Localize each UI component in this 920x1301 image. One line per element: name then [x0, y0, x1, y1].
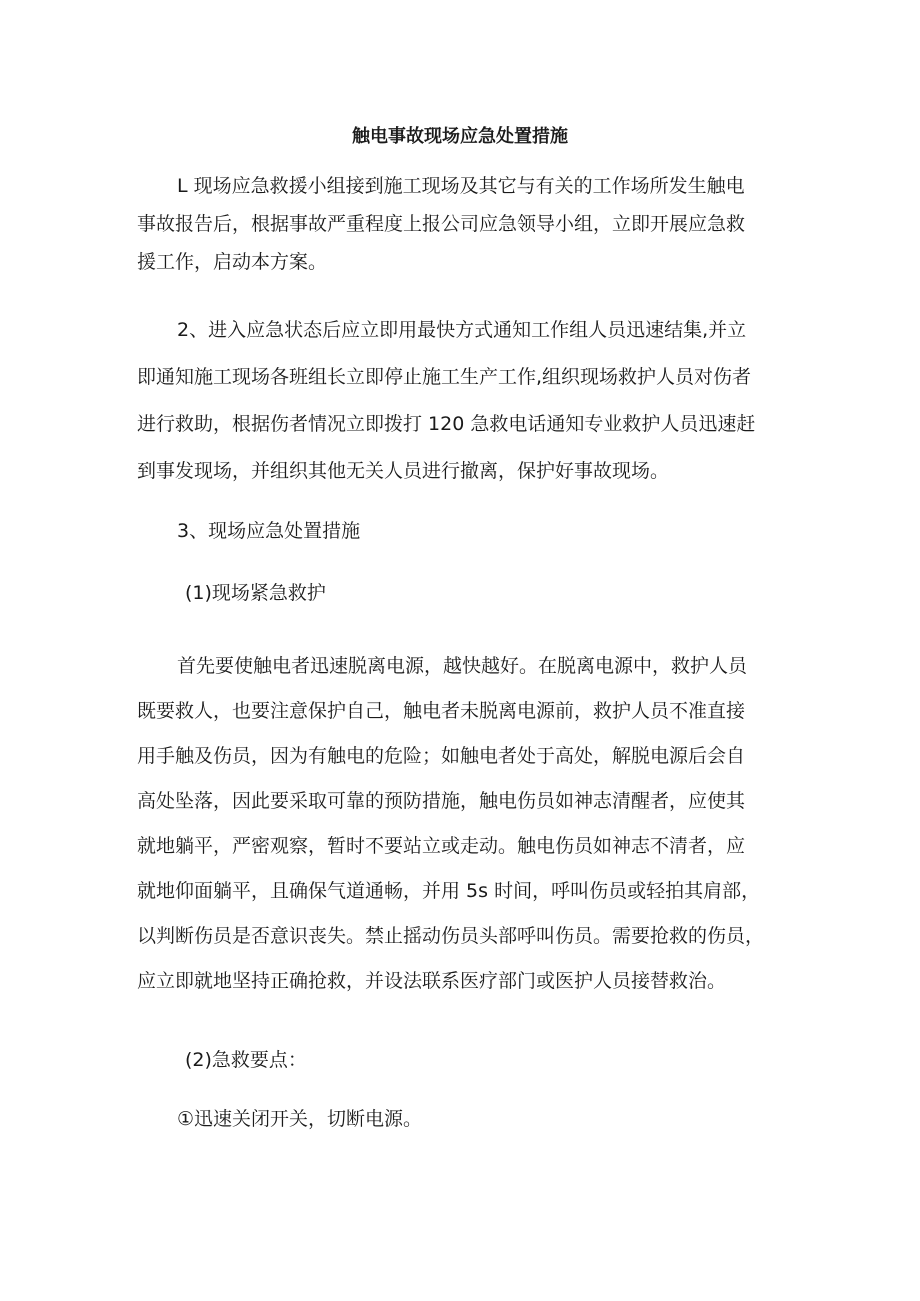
paragraph-line: 高处坠落，因此要采取可靠的预防措施，触电伤员如神志清醒者，应使其	[137, 790, 746, 812]
list-item-text: ①迅速关闭开关，切断电源。	[177, 1108, 423, 1130]
subsection-heading-text: (2)急救要点：	[185, 1049, 307, 1071]
list-item	[137, 1101, 807, 1137]
paragraph-line: 以判断伤员是否意识丧失。禁止摇动伤员头部呼叫伤员。需要抢救的伤员，	[137, 925, 765, 947]
paragraph-3	[137, 648, 807, 999]
paragraph-line: 事故报告后，根据事故严重程度上报公司应急领导小组，立即开展应急救	[137, 213, 746, 235]
paragraph-2	[137, 312, 807, 489]
subsection-heading-text: (1)现场紧急救护	[185, 582, 326, 604]
paragraph-line: 进行救助，根据伤者情况立即拨打 120 急救电话通知专业救护人员迅速赶	[137, 413, 756, 435]
paragraph-1	[137, 168, 807, 280]
paragraph-line: 2、进入应急状态后应立即用最快方式通知工作组人员迅速结集,并立	[177, 319, 747, 341]
paragraph-line: L 现场应急救援小组接到施工现场及其它与有关的工作场所发生触电	[177, 175, 745, 197]
paragraph-line: 就地仰面躺平，且确保气道通畅，并用 5s 时间，呼叫伤员或轻拍其肩部，	[137, 880, 761, 902]
paragraph-line: 就地躺平，严密观察，暂时不要站立或走动。触电伤员如神志不清者，应	[137, 835, 746, 857]
paragraph-line: 首先要使触电者迅速脱离电源，越快越好。在脱离电源中，救护人员	[177, 655, 748, 677]
paragraph-line: 应立即就地坚持正确抢救，并设法联系医疗部门或医护人员接替救治。	[137, 970, 727, 992]
paragraph-line: 用手触及伤员，因为有触电的危险；如触电者处于高处，解脱电源后会自	[137, 745, 746, 767]
paragraph-line: 援工作，启动本方案。	[137, 251, 328, 273]
paragraph-line: 既要救人，也要注意保护自己，触电者未脱离电源前，救护人员不准直接	[137, 700, 746, 722]
paragraph-line: 即通知施工现场各班组长立即停止施工生产工作,组织现场救护人员对伤者	[137, 366, 752, 388]
paragraph-line: 到事发现场，并组织其他无关人员进行撤离，保护好事故现场。	[137, 460, 670, 482]
subsection-heading-2	[137, 1042, 807, 1078]
document-title: 触电事故现场应急处置措施	[352, 126, 568, 147]
subsection-heading-1	[137, 575, 807, 611]
section-heading-text: 3、现场应急处置措施	[177, 520, 361, 542]
section-heading	[137, 513, 807, 549]
